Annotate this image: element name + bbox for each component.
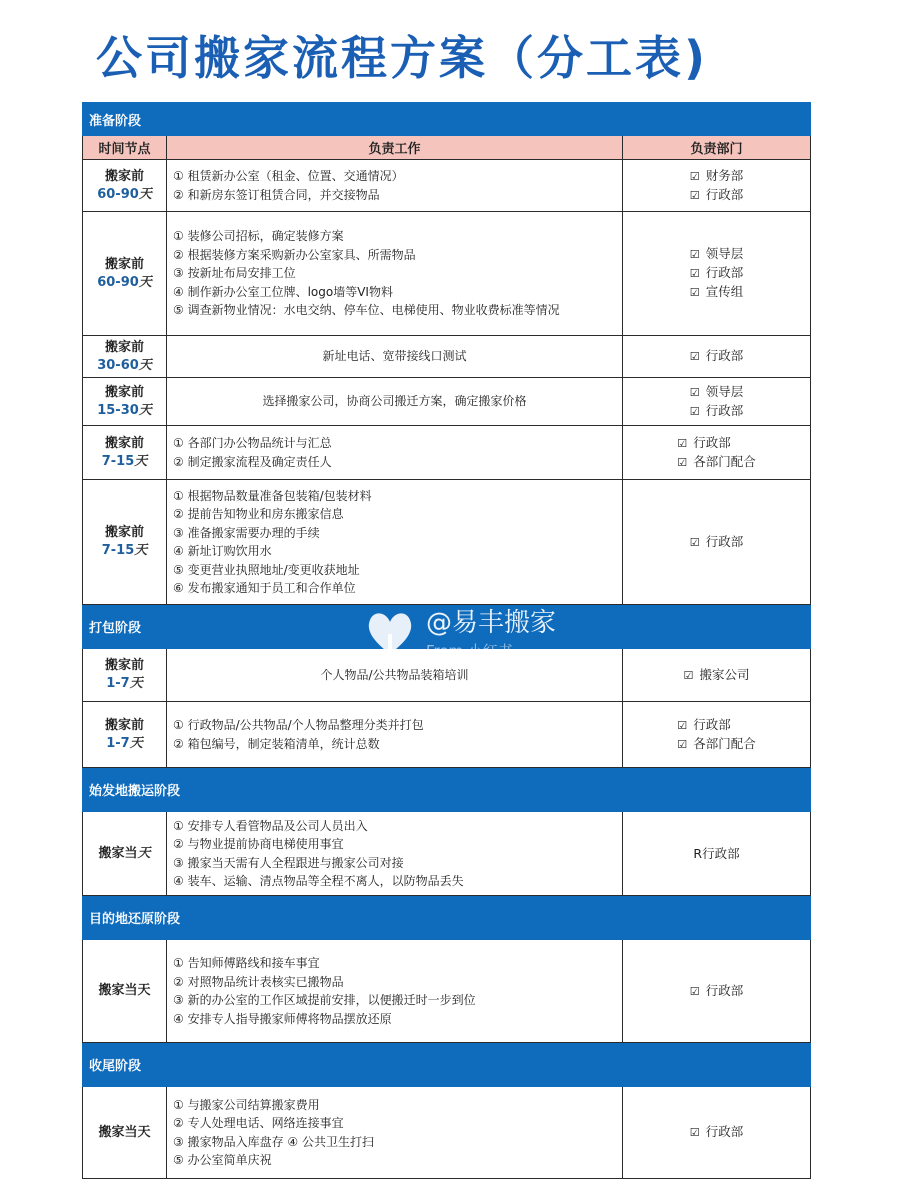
task-item: ③ 搬家物品入库盘存 ④ 公共卫生打扫 <box>173 1134 374 1149</box>
department-list <box>693 845 739 863</box>
department-item <box>683 666 749 685</box>
department-list <box>690 245 744 302</box>
department-item <box>690 402 744 421</box>
department-list <box>677 716 756 754</box>
time-node-cell <box>83 1087 167 1179</box>
time-node-cell <box>83 378 167 426</box>
task-item: ② 与物业提前协商电梯使用事宜 <box>173 837 344 851</box>
department-list <box>690 982 744 1001</box>
tasks-cell <box>167 480 623 605</box>
section-title: 打包阶段 <box>83 605 811 649</box>
task-item: ② 专人处理电话、网络连接事宜 <box>173 1116 344 1130</box>
task-item: 选择搬家公司，协商公司搬迁方案，确定搬家价格 <box>262 394 527 409</box>
tasks-cell <box>167 812 623 896</box>
task-item: ⑤ 办公室简单庆祝 <box>173 1153 272 1167</box>
time-number: 7-15 <box>101 453 135 469</box>
column-header-tasks: 负责工作 <box>167 136 623 160</box>
department-cell <box>623 1087 811 1179</box>
table-row <box>83 812 811 896</box>
time-unit: 天 <box>138 274 152 290</box>
time-number: 15-30 <box>97 402 139 418</box>
task-item: ⑤ 变更营业执照地址/变更收获地址 <box>173 562 360 577</box>
time-unit: 天 <box>137 845 151 861</box>
table-row <box>83 702 811 768</box>
department-name: 行政部 <box>705 1124 744 1139</box>
checkbox-icon: ☑ <box>677 436 688 450</box>
department-item <box>690 245 744 264</box>
time-days <box>83 357 166 375</box>
department-item <box>690 533 744 552</box>
time-prefix: 搬家前 <box>104 435 144 451</box>
time-days <box>83 186 166 204</box>
department-cell <box>623 212 811 336</box>
column-header-dept: 负责部门 <box>623 136 811 160</box>
tasks-cell <box>167 1087 623 1179</box>
tasks-cell <box>167 649 623 702</box>
time-prefix: 搬家当天 <box>98 983 151 998</box>
task-item: ② 制定搬家流程及确定责任人 <box>173 454 332 469</box>
department-item <box>677 716 756 735</box>
time-days <box>83 542 166 560</box>
time-unit: 天 <box>138 357 152 373</box>
time-node-cell <box>83 212 167 336</box>
task-item: ③ 新的办公室的工作区域提前安排，以便搬迁时一步到位 <box>173 993 476 1007</box>
department-item <box>690 186 744 205</box>
task-item: ② 箱包编号，制定装箱清单，统计总数 <box>173 736 380 751</box>
task-item: ④ 安排专人指导搬家师傅将物品摆放还原 <box>173 1011 392 1026</box>
department-item <box>677 453 756 472</box>
department-name: 搬家公司 <box>699 666 750 682</box>
department-item <box>690 982 744 1001</box>
department-name: 行政部 <box>705 982 744 998</box>
department-name: 各部门配合 <box>693 453 756 469</box>
time-prefix: 搬家前 <box>104 384 144 400</box>
section-title: 准备阶段 <box>83 103 811 136</box>
time-node-cell <box>83 160 167 212</box>
department-name: 财务部 <box>705 167 744 183</box>
task-item: ① 告知师傅路线和接车事宜 <box>173 956 320 970</box>
department-list <box>690 167 744 205</box>
tasks-cell <box>167 212 623 336</box>
checkbox-icon: ☑ <box>689 267 700 280</box>
section-header-row <box>83 1043 811 1087</box>
time-node-cell <box>83 812 167 896</box>
time-node-cell <box>83 480 167 605</box>
time-prefix: 搬家前 <box>104 717 144 733</box>
column-header-time: 时间节点 <box>83 136 167 160</box>
tasks-cell <box>167 336 623 378</box>
department-cell <box>623 426 811 480</box>
checkbox-icon: ☑ <box>689 169 700 183</box>
checkbox-icon: ☑ <box>689 1126 700 1139</box>
time-days <box>83 735 166 753</box>
checkbox-icon: ☑ <box>689 350 700 363</box>
department-cell <box>623 649 811 702</box>
time-unit: 天 <box>134 453 148 469</box>
table-row <box>83 160 811 212</box>
department-list <box>690 383 744 421</box>
table-row <box>83 480 811 605</box>
time-number: 1-7 <box>106 676 130 691</box>
department-item <box>690 264 744 283</box>
time-unit: 天 <box>134 543 148 558</box>
time-prefix: 搬家前 <box>104 525 144 540</box>
section-header-row <box>83 103 811 136</box>
section-header-row <box>83 605 811 649</box>
table-row <box>83 1087 811 1179</box>
checkbox-icon: ☑ <box>677 737 688 751</box>
page-title: 公司搬家流程方案（分工表) <box>96 31 709 85</box>
task-item: ② 对照物品统计表核实已搬物品 <box>173 974 344 989</box>
time-number: 60-90 <box>97 186 139 202</box>
department-name: 领导层 <box>705 246 744 261</box>
task-item: ③ 准备搬家需要办理的手续 <box>173 525 320 540</box>
department-name: R行政部 <box>693 845 740 861</box>
time-node-cell <box>83 940 167 1043</box>
task-item: ① 各部门办公物品统计与汇总 <box>173 436 332 450</box>
department-name: 领导层 <box>705 383 744 399</box>
department-name: 行政部 <box>693 716 731 732</box>
department-name: 行政部 <box>705 186 744 202</box>
task-item: ② 和新房东签订租赁合同，并交接物品 <box>173 187 380 202</box>
task-item: 新址电话、宽带接线口测试 <box>322 349 467 364</box>
task-item: ② 根据装修方案采购新办公室家具、所需物品 <box>173 247 416 262</box>
time-prefix: 搬家前 <box>104 168 144 184</box>
time-prefix: 搬家前 <box>104 658 144 673</box>
department-cell <box>623 702 811 768</box>
column-header-row <box>83 136 811 160</box>
checkbox-icon: ☑ <box>689 188 700 202</box>
checkbox-icon: ☑ <box>689 404 700 418</box>
table-row <box>83 212 811 336</box>
time-days <box>83 402 166 420</box>
time-prefix: 搬家前 <box>104 256 144 272</box>
checkbox-icon: ☑ <box>689 248 700 261</box>
checkbox-icon: ☑ <box>689 385 700 399</box>
department-name: 行政部 <box>705 402 744 418</box>
watermark-text: @易丰搬家 <box>426 608 557 638</box>
section-title: 目的地还原阶段 <box>83 896 811 940</box>
time-number: 30-60 <box>97 357 139 373</box>
task-item: ④ 装车、运输、清点物品等全程不离人，以防物品丢失 <box>173 874 464 888</box>
task-item: ③ 按新址布局安排工位 <box>173 266 296 281</box>
department-item <box>690 167 744 186</box>
checkbox-icon: ☑ <box>677 455 688 469</box>
table-row <box>83 426 811 480</box>
task-item: ① 根据物品数量准备包装箱/包装材料 <box>173 488 372 503</box>
table-row <box>83 940 811 1043</box>
division-of-labor-table <box>82 102 810 1179</box>
checkbox-icon: ☑ <box>689 535 700 549</box>
task-item: ① 租赁新办公室（租金、位置、交通情况） <box>173 169 404 183</box>
department-cell <box>623 940 811 1043</box>
department-item <box>690 347 744 366</box>
tasks-cell <box>167 940 623 1043</box>
department-item <box>690 1123 744 1142</box>
department-item <box>690 383 744 402</box>
time-unit: 天 <box>129 735 143 751</box>
table-row <box>83 378 811 426</box>
checkbox-icon: ☑ <box>689 286 700 299</box>
checkbox-icon: ☑ <box>683 668 694 682</box>
section-title: 始发地搬运阶段 <box>83 768 811 812</box>
time-prefix: 搬家当天 <box>98 1124 151 1140</box>
task-item: ① 行政物品/公共物品/个人物品整理分类并打包 <box>173 718 424 732</box>
department-list <box>677 434 756 472</box>
department-item <box>677 434 756 453</box>
task-item: ① 安排专人看管物品及公司人员出入 <box>173 818 368 833</box>
checkbox-icon: ☑ <box>677 718 688 732</box>
time-days <box>83 453 166 471</box>
section-title: 收尾阶段 <box>83 1043 811 1087</box>
department-cell <box>623 812 811 896</box>
time-prefix: 搬家当 <box>98 845 138 861</box>
time-days <box>83 274 166 292</box>
task-item: ① 装修公司招标，确定装修方案 <box>173 229 344 244</box>
department-list <box>683 666 749 685</box>
department-cell <box>623 480 811 605</box>
department-list <box>690 1123 744 1142</box>
task-item: ③ 搬家当天需有人全程跟进与搬家公司对接 <box>173 855 404 870</box>
time-days <box>83 675 166 693</box>
department-cell <box>623 378 811 426</box>
time-node-cell <box>83 649 167 702</box>
table-row <box>83 336 811 378</box>
department-list <box>690 533 744 552</box>
task-item: 个人物品/公共物品装箱培训 <box>320 667 469 682</box>
department-name: 行政部 <box>705 533 744 549</box>
tasks-cell <box>167 160 623 212</box>
time-prefix: 搬家前 <box>104 339 144 355</box>
time-node-cell <box>83 702 167 768</box>
department-name: 行政部 <box>693 434 731 450</box>
task-item: ⑤ 调查新物业情况：水电交纳、停车位、电梯使用、物业收费标准等情况 <box>173 303 560 318</box>
tasks-cell <box>167 426 623 480</box>
department-name: 各部门配合 <box>693 735 756 751</box>
time-unit: 天 <box>138 186 152 202</box>
task-item: ② 提前告知物业和房东搬家信息 <box>173 507 344 521</box>
schedule-table <box>82 102 811 1179</box>
department-item <box>677 735 756 754</box>
time-node-cell <box>83 336 167 378</box>
task-item: ① 与搬家公司结算搬家费用 <box>173 1097 320 1112</box>
department-item <box>693 845 739 863</box>
department-cell <box>623 160 811 212</box>
tasks-cell <box>167 378 623 426</box>
department-name: 行政部 <box>705 348 744 363</box>
section-header-row <box>83 768 811 812</box>
section-header-row <box>83 896 811 940</box>
task-item: ⑥ 发布搬家通知于员工和合作单位 <box>173 581 356 595</box>
department-name: 宣传组 <box>705 284 744 299</box>
task-item: ④ 新址订购饮用水 <box>173 544 272 558</box>
department-name: 行政部 <box>705 265 744 280</box>
department-list <box>690 347 744 366</box>
tasks-cell <box>167 702 623 768</box>
table-row <box>83 649 811 702</box>
task-item: ④ 制作新办公室工位牌、logo墙等VI物料 <box>173 284 393 299</box>
time-number: 60-90 <box>97 274 139 290</box>
watermark-subtext: From 小红书 <box>426 642 513 660</box>
department-item <box>690 283 744 302</box>
time-number: 1-7 <box>106 735 130 751</box>
time-node-cell <box>83 426 167 480</box>
department-cell <box>623 336 811 378</box>
checkbox-icon: ☑ <box>689 984 700 998</box>
time-unit: 天 <box>138 402 152 418</box>
time-unit: 天 <box>129 676 143 691</box>
time-number: 7-15 <box>101 543 135 558</box>
